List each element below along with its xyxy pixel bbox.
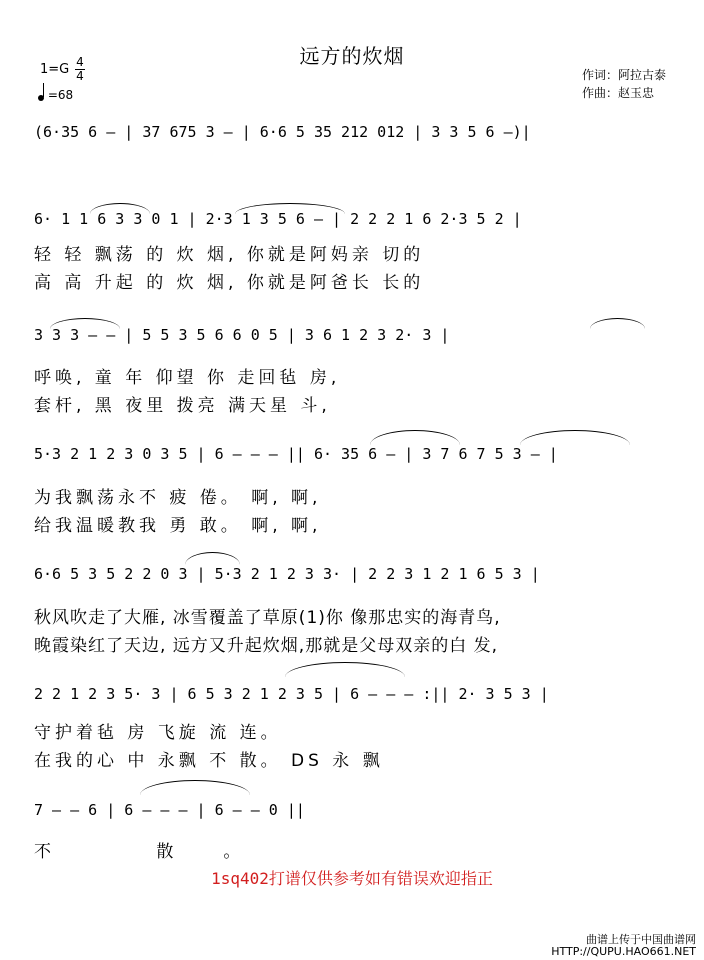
lyric-line-6-verse-2: 在我的心 中 永飘 不 散。 DS 永 飘	[34, 751, 384, 771]
slur-mark	[370, 430, 460, 445]
slur-mark	[185, 552, 240, 565]
lyric-line-3-verse-1: 呼唤, 童 年 仰望 你 走回毡 房,	[34, 368, 341, 388]
lyric-line-4-verse-2: 给我温暖教我 勇 敢。 啊, 啊,	[34, 516, 322, 536]
notation-line-3: 3 3 3 – – | 5 5 3 5 6 6 0 5 | 3 6 1 2 3 2· 3 |	[34, 326, 450, 344]
notation-line-6: 2 2 1 2 3 5· 3 | 6 5 3 2 1 2 3 5 | 6 – – – :|| 2· 3 5 3 |	[34, 685, 549, 703]
slur-mark	[285, 662, 405, 677]
slur-mark	[90, 203, 150, 214]
lyric-line-5-verse-2: 晚霞染红了天边, 远方又升起炊烟,那就是父母双亲的白 发,	[34, 636, 499, 656]
lyric-line-6-verse-1: 守护着毡 房 飞旋 流 连。	[34, 723, 282, 743]
notation-line-4: 5·3 2 1 2 3 0 3 5 | 6 – – – || 6· 35 6 – | 3 7 6 7 5 3 – |	[34, 445, 558, 463]
slur-mark	[140, 780, 250, 795]
transcriber-note: 1sq402打谱仅供参考如有错误欢迎指正	[211, 869, 493, 888]
time-signature	[75, 56, 85, 83]
site-credit-line-2: HTTP://QUPU.HAO661.NET	[551, 945, 696, 958]
slur-mark	[50, 318, 120, 329]
lyric-line-5-verse-1: 秋风吹走了大雁, 冰雪覆盖了草原(1)你 像那忠实的海青鸟,	[34, 608, 501, 628]
notation-line-7: 7 – – 6 | 6 – – – | 6 – – 0 ||	[34, 801, 305, 819]
lyric-line-7: 不 散。	[34, 842, 291, 862]
key-signature: 1=G	[40, 62, 70, 77]
score-title: 远方的炊烟	[299, 44, 405, 68]
slur-mark	[235, 203, 345, 214]
site-credit-line-1: 曲谱上传于中国曲谱网	[586, 933, 696, 946]
notation-line-2: 6· 1 1 6 3 3 0 1 | 2·3 1 3 5 6 – | 2 2 2 1 6 2·3 5 2 |	[34, 210, 522, 228]
slur-mark	[590, 318, 645, 329]
notation-line-5: 6·6 5 3 5 2 2 0 3 | 5·3 2 1 2 3 3· | 2 2 3 1 2 1 6 5 3 |	[34, 565, 540, 583]
lyric-line-4-verse-1: 为我飘荡永不 疲 倦。 啊, 啊,	[34, 488, 322, 508]
time-signature-top: 4	[76, 55, 84, 69]
tempo-marking	[38, 88, 73, 102]
lyric-line-2-verse-1: 轻 轻 飘荡 的 炊 烟, 你就是阿妈亲 切的	[34, 245, 425, 265]
notation-line-1: (6·35 6 – | 37 675 3 – | 6·6 5 35 212 012 | 3 3 5 6 –)|	[34, 123, 531, 141]
lyric-line-3-verse-2: 套杆, 黑 夜里 拨亮 满天星 斗,	[34, 396, 331, 416]
lyric-line-2-verse-2: 高 高 升起 的 炊 烟, 你就是阿爸长 长的	[34, 273, 425, 293]
site-credit	[551, 934, 696, 958]
slur-mark	[520, 430, 630, 445]
time-signature-bottom: 4	[76, 69, 84, 83]
tempo-value: =68	[47, 88, 74, 102]
quarter-note-icon	[38, 95, 44, 101]
lyricist: 作词：阿拉古泰	[582, 68, 667, 82]
composer: 作曲：赵玉忠	[582, 86, 655, 100]
